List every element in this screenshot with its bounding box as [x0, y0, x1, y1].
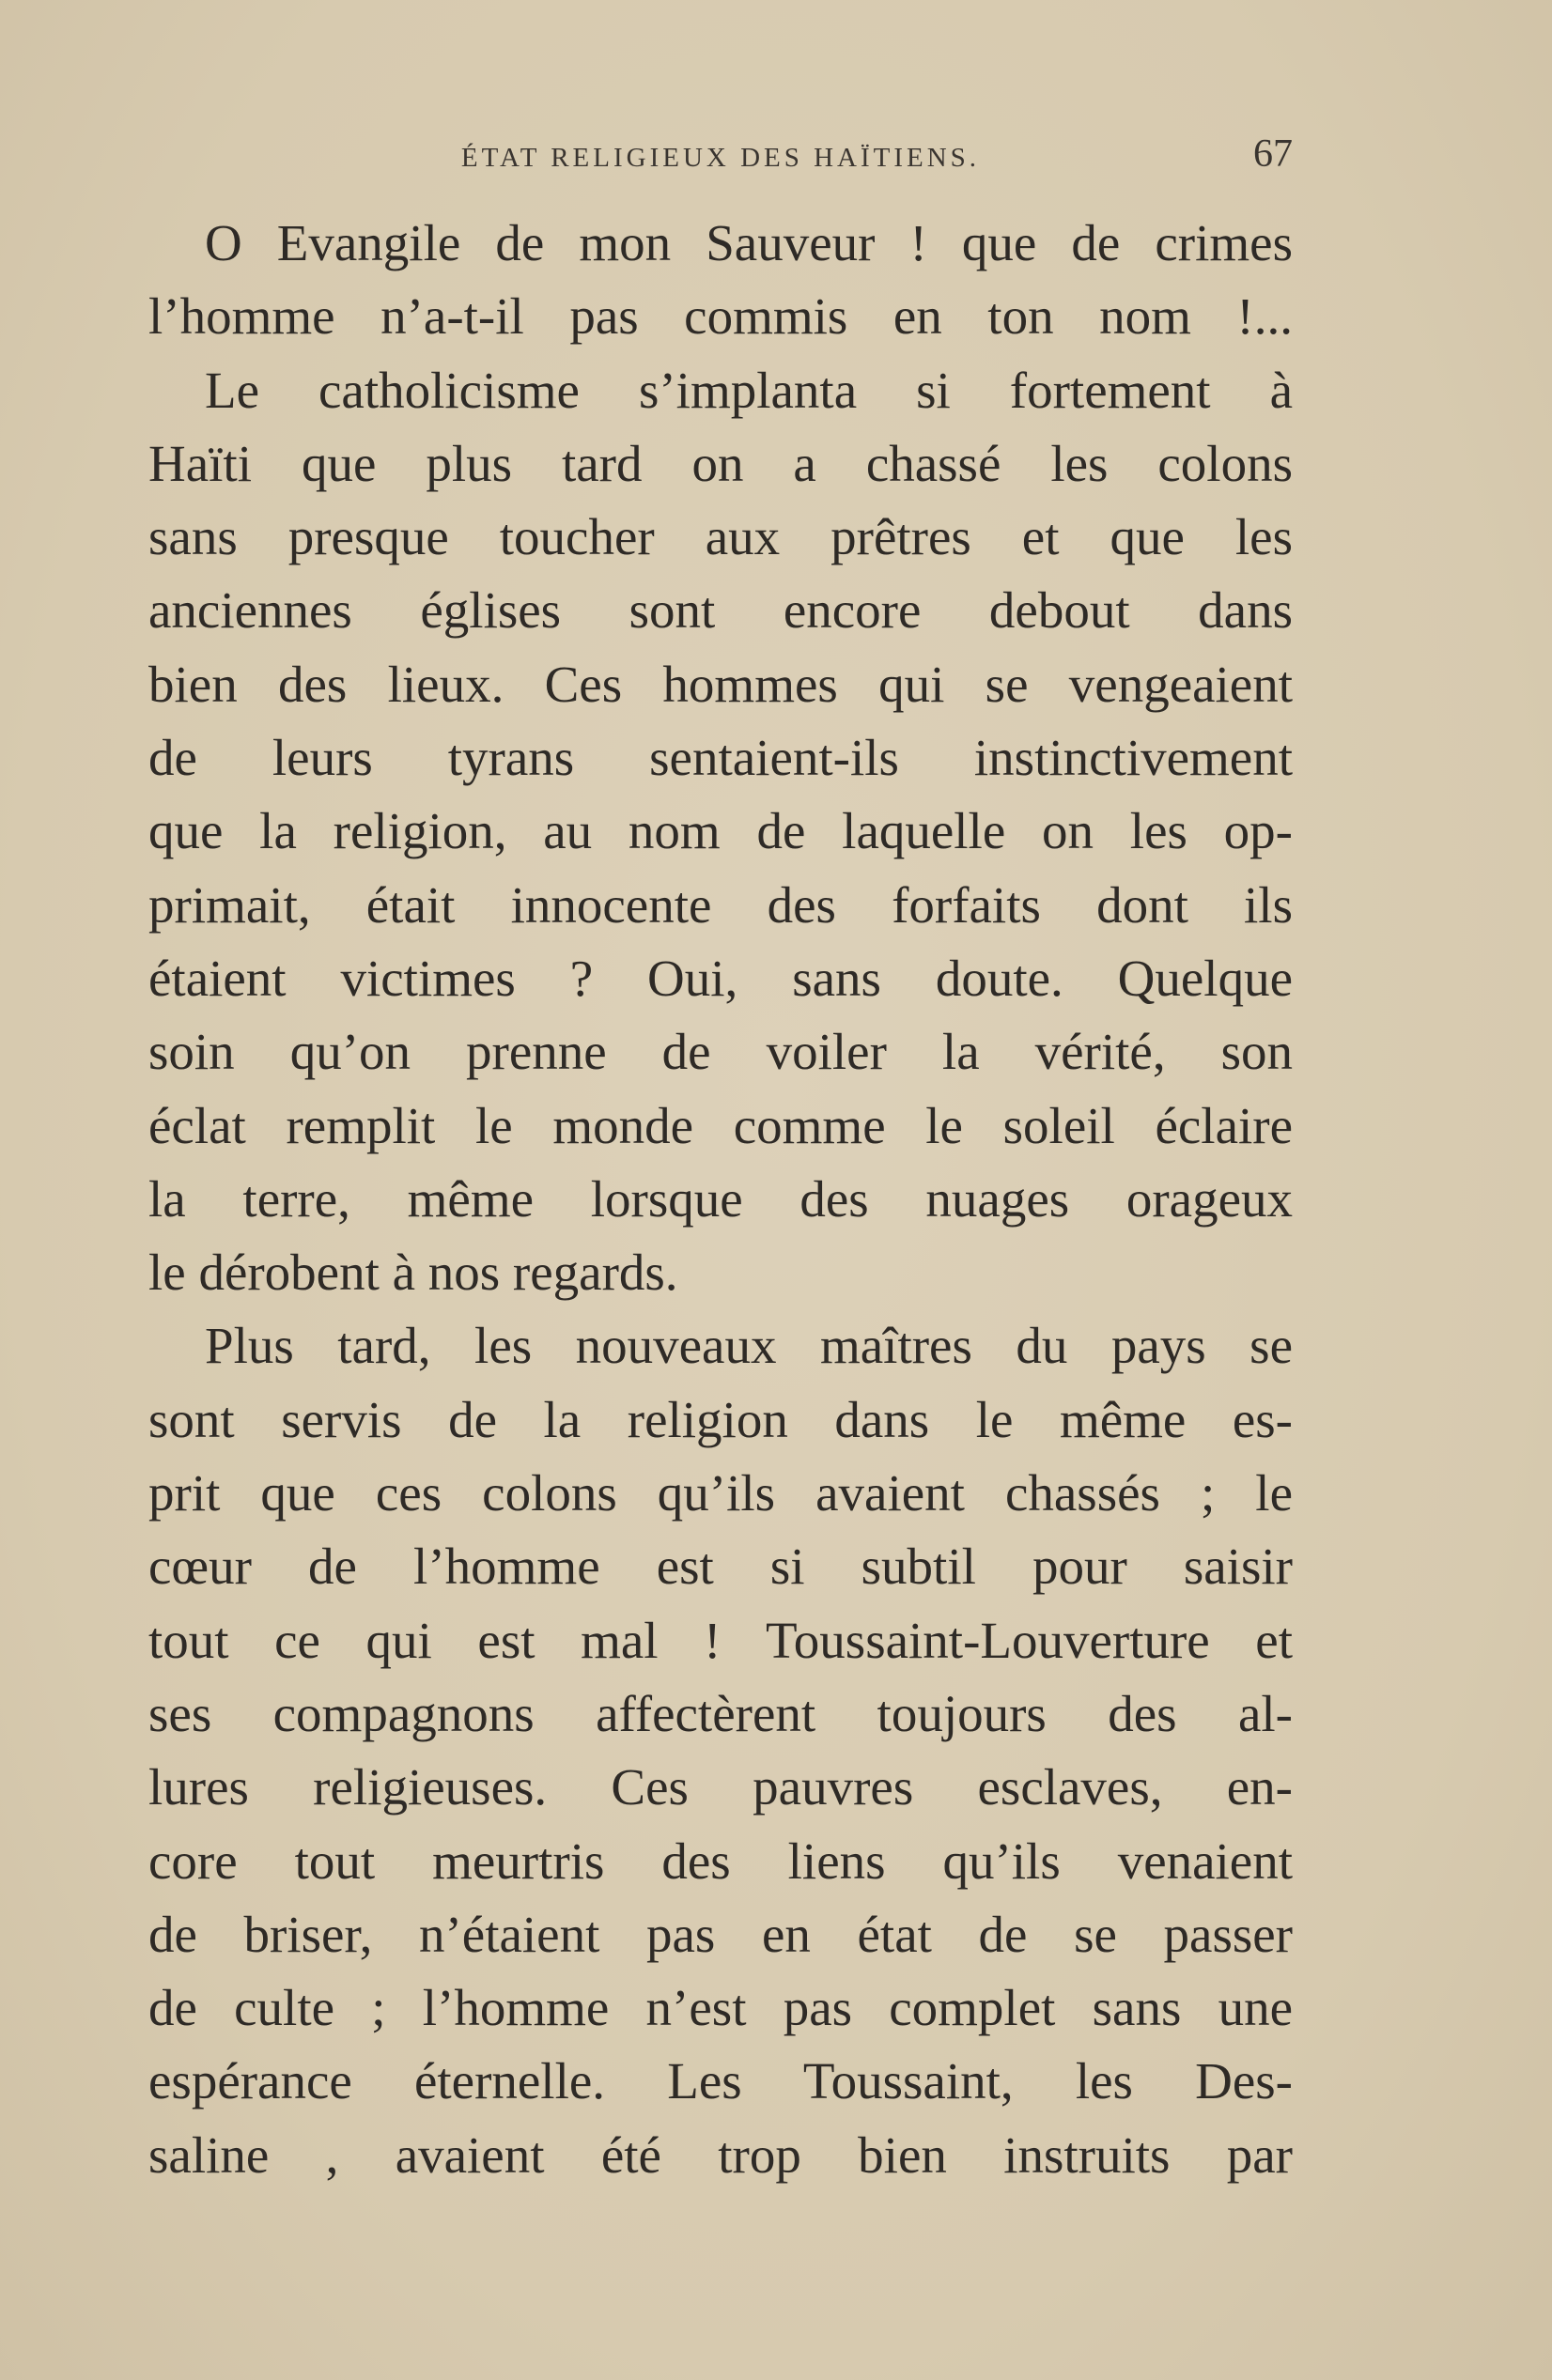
text-line: Plus tard, les nouveaux maîtres du pays se: [205, 1317, 1293, 1375]
text-line: bien des lieux. Ces hommes qui se vengeaient: [148, 655, 1293, 713]
text-line: éclat remplit le monde comme le soleil éclaire: [148, 1096, 1293, 1154]
text-line: le dérobent à nos regards.: [148, 1244, 678, 1302]
text-line: de culte ; l’homme n’est pas complet sans une: [148, 1979, 1293, 2037]
text-line: tout ce qui est mal ! Toussaint-Louverture et: [148, 1611, 1293, 1669]
text-line: sans presque toucher aux prêtres et que les: [148, 508, 1293, 566]
running-title: ÉTAT RELIGIEUX DES HAÏTIENS.: [460, 143, 981, 173]
text-line: prit que ces colons qu’ils avaient chassés ; le: [148, 1464, 1293, 1522]
text-line: de briser, n’étaient pas en état de se passer: [148, 1905, 1293, 1963]
text-line: la terre, même lorsque des nuages orageux: [148, 1169, 1293, 1228]
body-text: [148, 207, 1293, 2192]
text-line: de leurs tyrans sentaient-ils instinctivement: [148, 729, 1293, 787]
text-line: lures religieuses. Ces pauvres esclaves, en-: [148, 1758, 1293, 1816]
text-line: core tout meurtris des liens qu’ils venaient: [148, 1831, 1293, 1890]
text-line: étaient victimes ? Oui, sans doute. Quelque: [148, 949, 1293, 1007]
text-line: O Evangile de mon Sauveur ! que de crimes: [205, 214, 1293, 271]
text-line: ses compagnons affectèrent toujours des al-: [148, 1684, 1293, 1742]
text-line: sont servis de la religion dans le même es-: [148, 1390, 1293, 1448]
text-line: espérance éternelle. Les Toussaint, les Des-: [148, 2052, 1293, 2110]
text-line: que la religion, au nom de laquelle on les op-: [148, 802, 1293, 860]
page-number: 67: [1253, 132, 1293, 176]
text-line: soin qu’on prenne de voiler la vérité, son: [148, 1023, 1293, 1081]
running-head: [148, 131, 1293, 178]
text-line: Haïti que plus tard on a chassé les colons: [148, 434, 1293, 492]
text-line: anciennes églises sont encore debout dans: [148, 581, 1293, 640]
text-line: Le catholicisme s’implanta si fortement à: [205, 361, 1293, 419]
text-line: primait, était innocente des forfaits dont ils: [148, 875, 1293, 934]
text-line: saline , avaient été trop bien instruits par: [148, 2125, 1293, 2184]
text-line: cœur de l’homme est si subtil pour saisir: [148, 1538, 1293, 1596]
text-line: l’homme n’a-t-il pas commis en ton nom !...: [148, 287, 1293, 346]
